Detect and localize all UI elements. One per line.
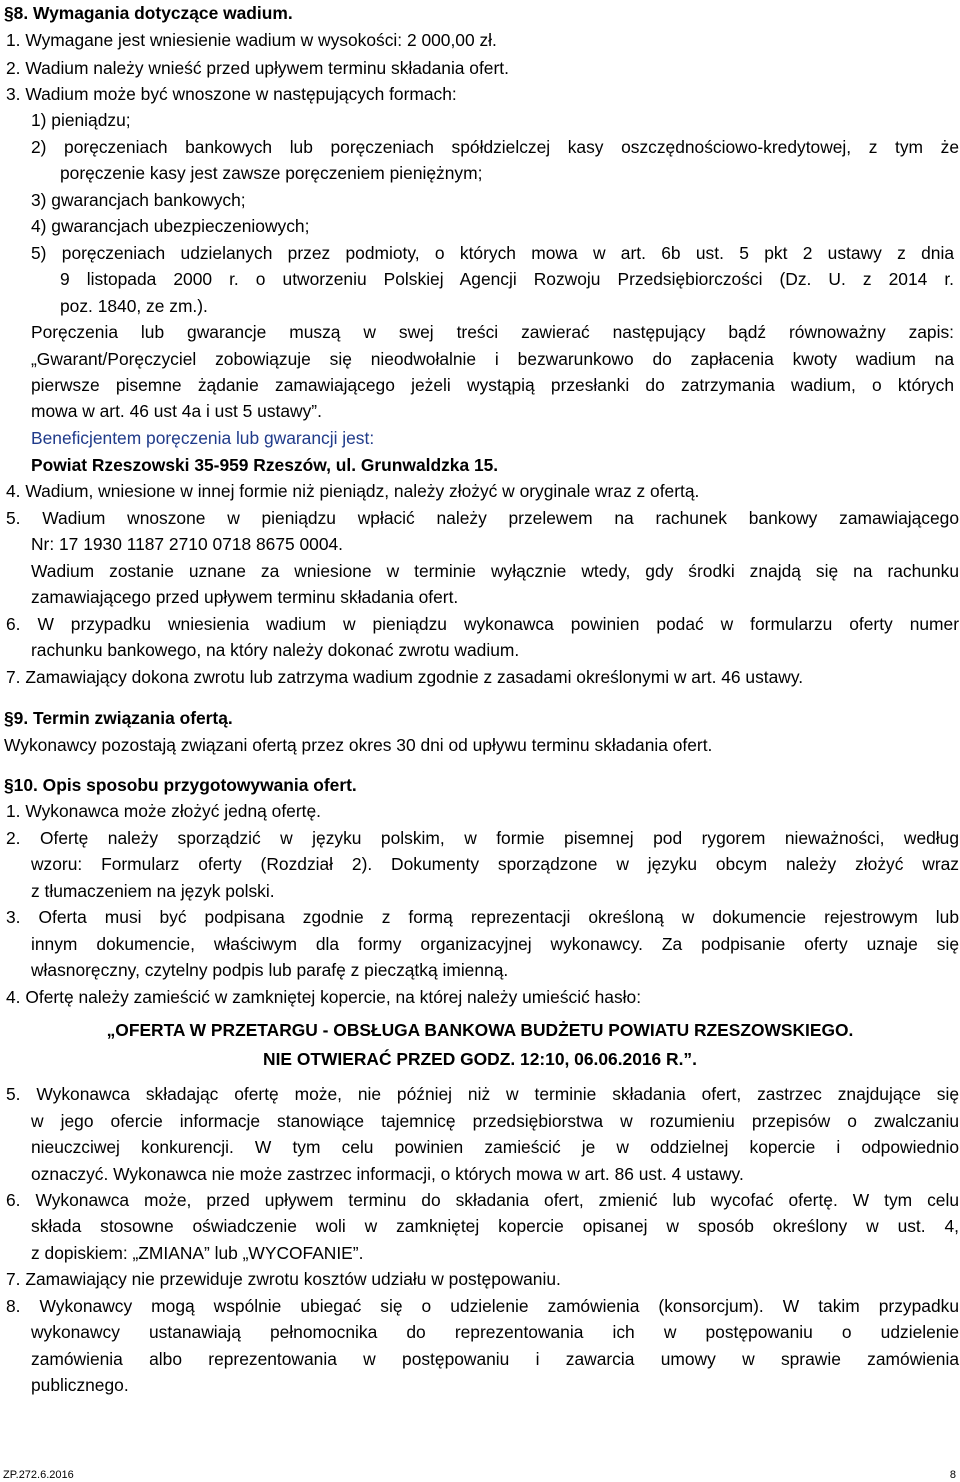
form-1: 1) pieniądzu; xyxy=(31,110,131,130)
wadium-item-6: 6. W przypadku wniesienia wadium w pieniądzu wykonawca powinien podać w formularzu oferty numer xyxy=(6,614,959,634)
wadium-accepted-note-cont: zamawiającego przed upływem terminu składania ofert. xyxy=(31,587,459,607)
envelope-slogan-line-2: NIE OTWIERAĆ PRZED GODZ. 12:10, 06.06.2016 R.”. xyxy=(263,1049,697,1069)
wadium-item-4: 4. Wadium, wniesione w innej formie niż pieniądz, należy złożyć w oryginale wraz z ofertą. xyxy=(6,481,700,501)
form-3: 3) gwarancjach bankowych; xyxy=(31,190,246,210)
guarantee-clause-cont-1: pierwsze pisemne żądanie zamawiającego jeżeli wystąpią przesłanki do zatrzymania wadium, o których xyxy=(31,375,954,395)
footer-page-number: 8 xyxy=(949,1469,956,1481)
offer-item-8-cont-1: wykonawcy ustanawiają pełnomocnika do reprezentowania ich w postępowaniu o udzielenie xyxy=(31,1322,959,1342)
section-9-text: Wykonawcy pozostają związani ofertą przez okres 30 dni od upływu terminu składania ofert. xyxy=(4,735,713,755)
offer-item-3: 3. Oferta musi być podpisana zgodnie z formą reprezentacji określoną w dokumencie rejestrowym lub xyxy=(6,907,959,927)
offer-item-8-cont-2: zamówienia albo reprezentowania w postępowaniu i zawarcia umowy w sprawie zamówienia xyxy=(31,1349,959,1369)
offer-item-7: 7. Zamawiający nie przewiduje zwrotu kosztów udziału w postępowaniu. xyxy=(6,1269,561,1289)
offer-item-2: 2. Ofertę należy sporządzić w języku polskim, w formie pisemnej pod rygorem nieważności, według xyxy=(6,828,959,848)
envelope-slogan-line-1: „OFERTA W PRZETARGU - OBSŁUGA BANKOWA BUDŻETU POWIATU RZESZOWSKIEGO. xyxy=(106,1020,854,1040)
offer-item-6-cont-1: składa stosowne oświadczenie woli w zamkniętej kopercie opisanej w sposób określony w ust. 4, xyxy=(31,1216,959,1236)
offer-item-6-cont-2: z dopiskiem: „ZMIANA” lub „WYCOFANIE”. xyxy=(31,1243,364,1263)
guarantee-clause-cont-2: mowa w art. 46 ust 4a i ust 5 ustawy”. xyxy=(31,401,322,421)
form-5-cont-2: poz. 1840, ze zm.). xyxy=(60,296,208,316)
section-8-heading: §8. Wymagania dotyczące wadium. xyxy=(4,3,293,23)
form-2: 2) poręczeniach bankowych lub poręczeniach spółdzielczej kasy oszczędnościowo-kredytowej, z tym że xyxy=(31,137,959,157)
offer-item-8-cont-3: publicznego. xyxy=(31,1375,129,1395)
wadium-item-7: 7. Zamawiający dokona zwrotu lub zatrzyma wadium zgodnie z zasadami określonymi w art. 46 ustawy. xyxy=(6,667,804,687)
form-5-cont-1: 9 listopada 2000 r. o utworzeniu Polskiej Agencji Rozwoju Przedsiębiorczości (Dz. U. z 2014 r. xyxy=(60,269,954,289)
offer-item-3-cont-2: własnoręczny, czytelny podpis lub parafę z pieczątką imienną. xyxy=(31,960,509,980)
form-2-cont: poręczenie kasy jest zawsze poręczeniem pieniężnym; xyxy=(60,163,483,183)
form-5: 5) poręczeniach udzielanych przez podmioty, o których mowa w art. 6b ust. 5 pkt 2 ustawy z dnia xyxy=(31,243,954,263)
wadium-item-2: 2. Wadium należy wnieść przed upływem terminu składania ofert. xyxy=(6,58,509,78)
offer-item-3-cont-1: innym dokumencie, właściwym dla formy organizacyjnej wykonawcy. Za podpisanie oferty uznaje się xyxy=(31,934,959,954)
wadium-item-5: 5. Wadium wnoszone w pieniądzu wpłacić należy przelewem na rachunek bankowy zamawiającego xyxy=(6,508,959,528)
wadium-item-6-cont: rachunku bankowego, na który należy dokonać zwrotu wadium. xyxy=(31,640,520,660)
offer-item-2-cont-1: wzoru: Formularz oferty (Rozdział 2). Dokumenty sporządzone w języku obcym należy złożyć wraz xyxy=(31,854,959,874)
guarantee-clause: „Gwarant/Poręczyciel zobowiązuje się nieodwołalnie i bezwarunkowo do zapłacenia kwoty wadium na xyxy=(31,349,954,369)
footer-reference: ZP.272.6.2016 xyxy=(3,1469,74,1481)
guarantee-paragraph: Poręczenia lub gwarancje muszą w swej treści zawierać następujący bądź równoważny zapis: xyxy=(31,322,954,342)
offer-item-6: 6. Wykonawca może, przed upływem terminu do składania ofert, zmienić lub wycofać ofertę. W tym celu xyxy=(6,1190,959,1210)
offer-item-5-cont-3: oznaczyć. Wykonawca nie może zastrzec informacji, o których mowa w art. 86 ust. 4 ustawy. xyxy=(31,1164,744,1184)
offer-item-5-cont-2: nieuczciwej konkurencji. W tym celu powinien zamieścić je w oddzielnej kopercie i odpowiednio xyxy=(31,1137,959,1157)
wadium-item-1: 1. Wymagane jest wniesienie wadium w wysokości: 2 000,00 zł. xyxy=(6,30,497,50)
section-10-heading: §10. Opis sposobu przygotowywania ofert. xyxy=(4,775,357,795)
offer-item-1: 1. Wykonawca może złożyć jedną ofertę. xyxy=(6,801,321,821)
beneficiary-address: Powiat Rzeszowski 35-959 Rzeszów, ul. Grunwaldzka 15. xyxy=(31,455,499,475)
offer-item-5-cont-1: w jego ofercie informacje stanowiące tajemnicę przedsiębiorstwa w rozumieniu przepisów o zwalczaniu xyxy=(31,1111,959,1131)
form-4: 4) gwarancjach ubezpieczeniowych; xyxy=(31,216,310,236)
offer-item-5: 5. Wykonawca składając ofertę może, nie później niż w terminie składania ofert, zastrzec znajdujące się xyxy=(6,1084,959,1104)
offer-item-2-cont-2: z tłumaczeniem na język polski. xyxy=(31,881,275,901)
section-9-heading: §9. Termin związania ofertą. xyxy=(4,708,233,728)
offer-item-4: 4. Ofertę należy zamieścić w zamkniętej kopercie, na której należy umieścić hasło: xyxy=(6,987,642,1007)
beneficiary-label: Beneficjentem poręczenia lub gwarancji jest: xyxy=(31,428,375,448)
wadium-accepted-note: Wadium zostanie uznane za wniesione w terminie wyłącznie wtedy, gdy środki znajdą się na rachunku xyxy=(31,561,959,581)
bank-account-number: Nr: 17 1930 1187 2710 0718 8675 0004. xyxy=(31,534,344,554)
wadium-item-3: 3. Wadium może być wnoszone w następujących formach: xyxy=(6,84,457,104)
offer-item-8: 8. Wykonawcy mogą wspólnie ubiegać się o udzielenie zamówienia (konsorcjum). W takim przypadku xyxy=(6,1296,959,1316)
